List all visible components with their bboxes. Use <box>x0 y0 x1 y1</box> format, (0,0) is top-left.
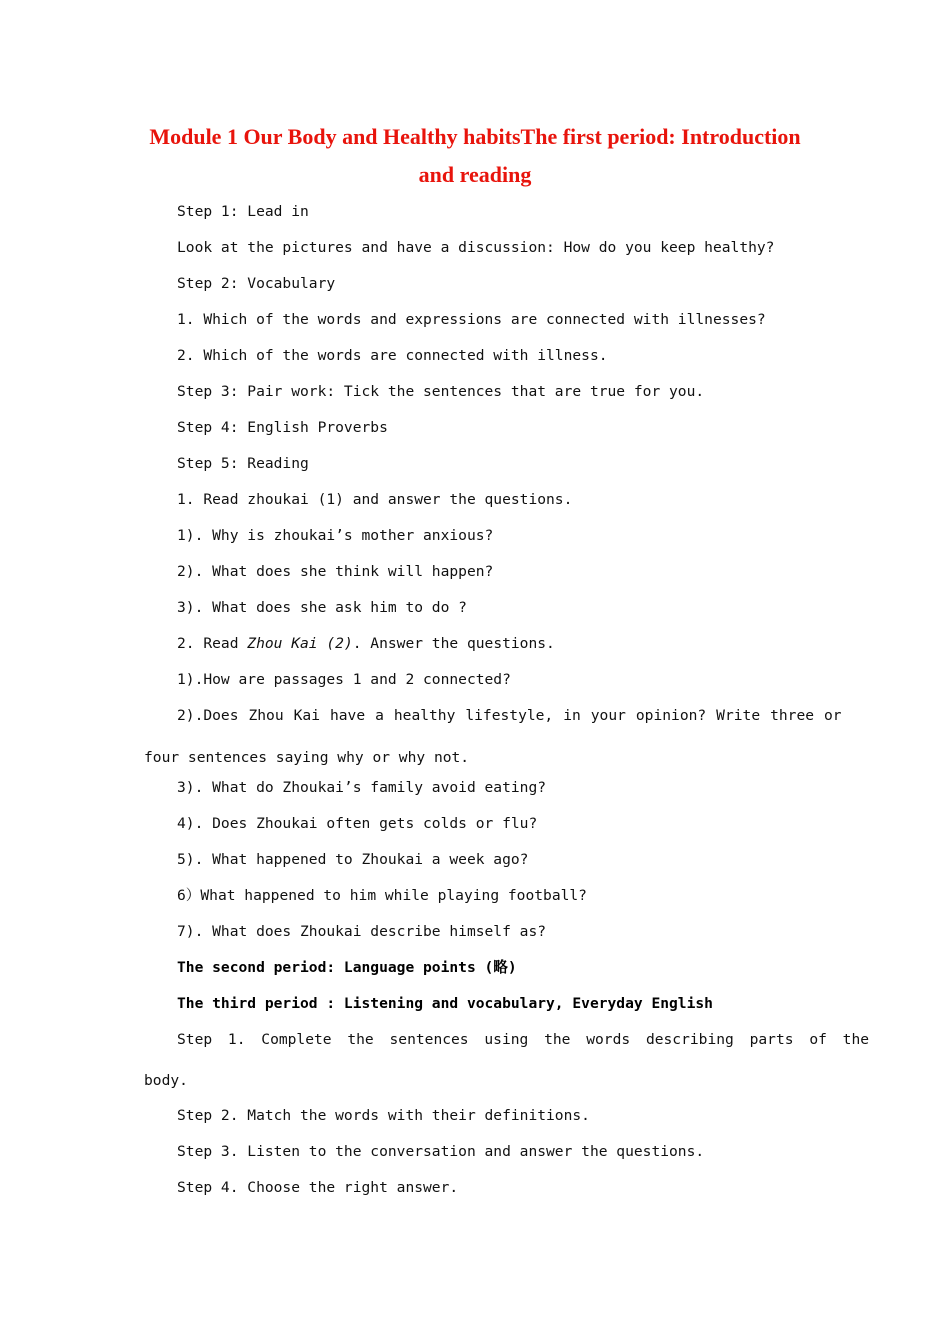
text-run: . Answer the questions. <box>352 635 555 652</box>
question-item: 2). What does she think will happen? <box>177 563 494 580</box>
title-line-2: and reading <box>418 162 532 187</box>
question-item: 4). Does Zhoukai often gets colds or flu? <box>177 815 538 832</box>
question-item <box>144 626 808 662</box>
step-2-heading: Step 2. Match the words with their definitions. <box>177 1107 590 1124</box>
step-5-heading: Step 5: Reading <box>177 455 309 472</box>
question-item: 1).How are passages 1 and 2 connected? <box>177 671 511 688</box>
title-line-1: Module 1 Our Body and Healthy habitsThe first period: Introduction <box>149 124 801 149</box>
step-3-heading: Step 3. Listen to the conversation and answer the questions. <box>177 1143 705 1160</box>
step-1-heading: Step 1: Lead in <box>177 203 309 220</box>
question-item: 1. Which of the words and expressions are connected with illnesses? <box>177 311 766 328</box>
question-item: 3). What does she ask him to do ? <box>177 599 467 616</box>
section-heading: The third period : Listening and vocabulary, Everyday English <box>177 995 713 1012</box>
question-item: 1. Read zhoukai (1) and answer the questions. <box>177 491 573 508</box>
question-item: 3). What do Zhoukai’s family avoid eating? <box>177 779 547 796</box>
question-item: 2).Does Zhou Kai have a healthy lifestyle, in your opinion? Write three or <box>177 707 842 724</box>
question-item: 6）What happened to him while playing football? <box>177 887 587 904</box>
question-item: 5). What happened to Zhoukai a week ago? <box>177 851 529 868</box>
step-4-heading: Step 4. Choose the right answer. <box>177 1179 459 1196</box>
section-heading: The second period: Language points (略) <box>177 959 517 976</box>
step-3-heading: Step 3: Pair work: Tick the sentences that are true for you. <box>177 383 705 400</box>
step-continuation: body. <box>144 1072 188 1089</box>
step-2-heading: Step 2: Vocabulary <box>177 275 336 292</box>
step-1-heading: Step 1. Complete the sentences using the words describing parts of the <box>177 1031 870 1048</box>
question-item: 7). What does Zhoukai describe himself as? <box>177 923 547 940</box>
text-run: 2. Read <box>177 635 248 652</box>
italic-title: Zhou Kai (2) <box>247 635 353 652</box>
document-body <box>144 194 870 1206</box>
step-4-heading: Step 4: English Proverbs <box>177 419 388 436</box>
document-title <box>140 118 810 194</box>
question-item: 1). Why is zhoukai’s mother anxious? <box>177 527 494 544</box>
question-item: 2. Which of the words are connected with illness. <box>177 347 608 364</box>
paragraph: Look at the pictures and have a discussion: How do you keep healthy? <box>177 239 775 256</box>
question-item-continuation: four sentences saying why or why not. <box>144 749 470 766</box>
